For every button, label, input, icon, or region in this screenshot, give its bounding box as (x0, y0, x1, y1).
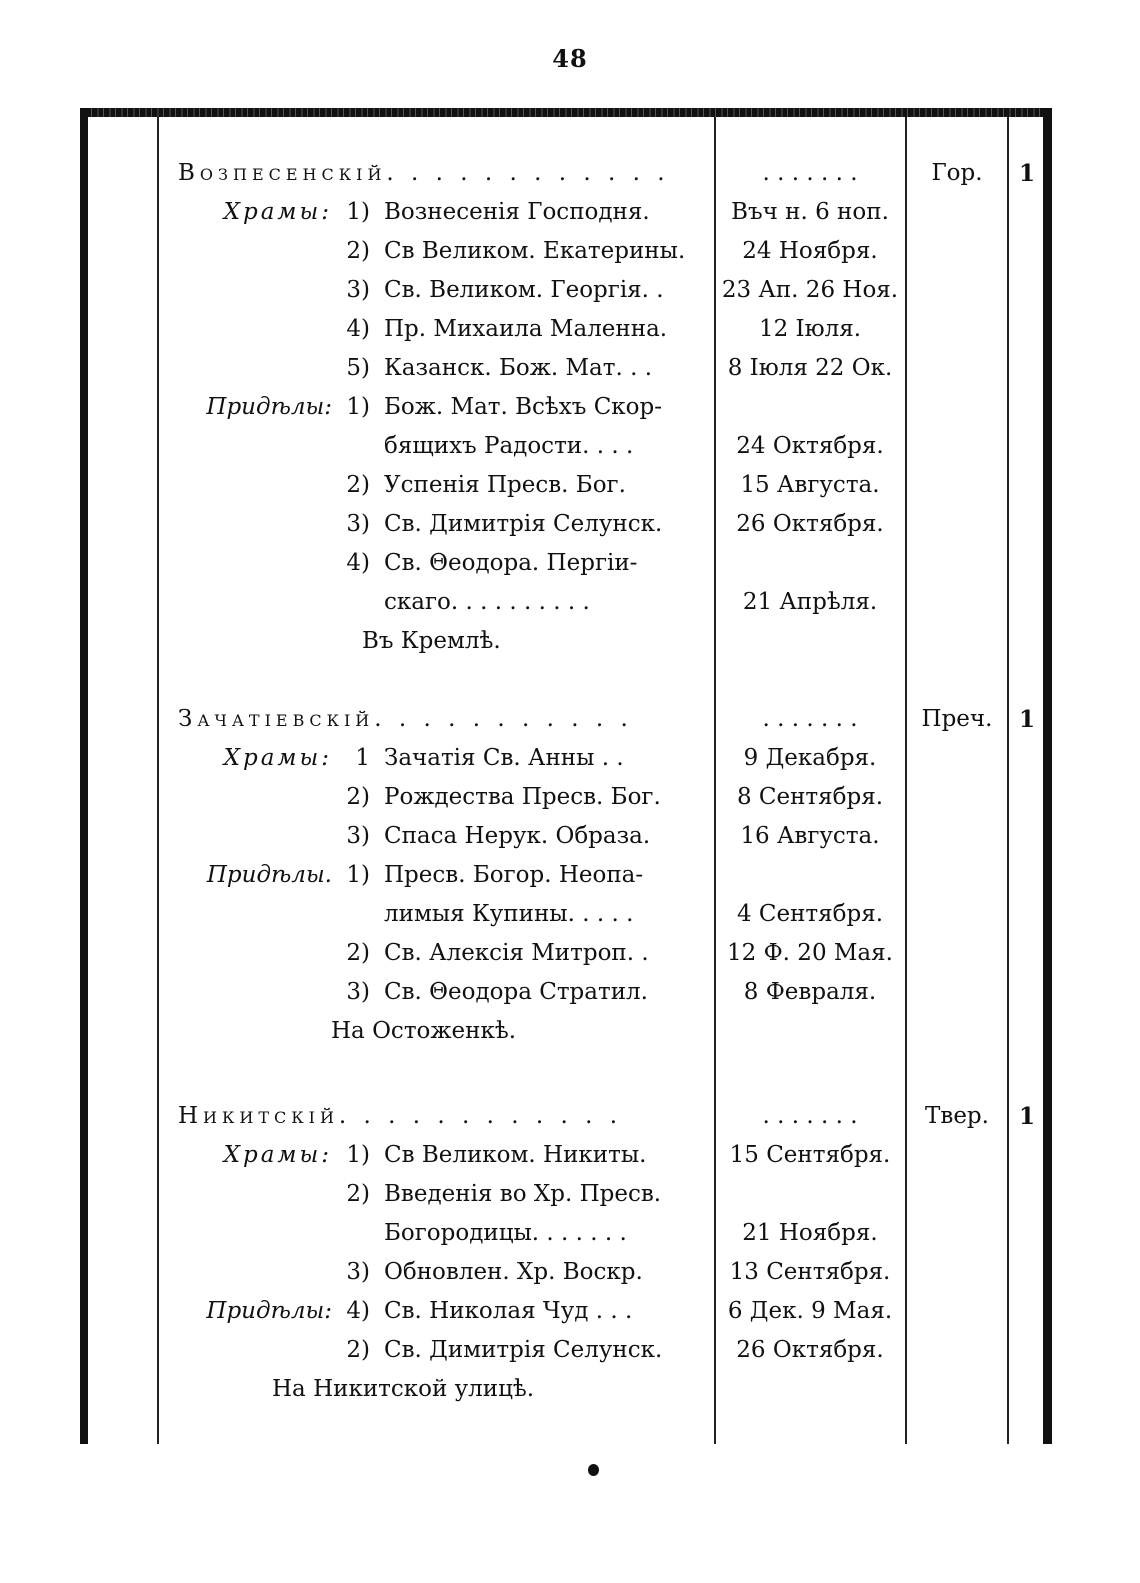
bullet-mark (588, 1464, 599, 1476)
feast-date: 12 Ф. 20 Мая. (727, 940, 893, 966)
location-text: Въ Кремлѣ. (362, 628, 501, 654)
church-name: Успенія Пресв. Бог. (384, 472, 626, 498)
location-row (0, 1012, 1140, 1051)
parish-name: Никитскій. . . . . . . . . . . . (178, 1103, 623, 1129)
table-row (0, 817, 1140, 856)
church-count: 1 (1018, 1103, 1035, 1130)
row-label: Придѣлы: (206, 1298, 332, 1324)
table-row (0, 349, 1140, 388)
row-label: Придѣлы. (206, 862, 332, 888)
feast-date: 24 Ноября. (742, 238, 878, 264)
date-dots: . . . . . . . (762, 1103, 858, 1129)
row-number: 3) (346, 979, 370, 1005)
row-number: 4) (346, 1298, 370, 1324)
parish-header-row (0, 154, 1140, 193)
table-row (0, 1214, 1140, 1253)
parish-section (0, 700, 1140, 1051)
row-number: 3) (346, 823, 370, 849)
table-row (0, 1136, 1140, 1175)
table-row (0, 232, 1140, 271)
church-name: Св. Димитрія Селунск. (384, 511, 663, 537)
feast-date: 21 Апрѣля. (742, 589, 878, 615)
table-row (0, 1331, 1140, 1370)
table-row (0, 1253, 1140, 1292)
church-count: 1 (1018, 706, 1035, 733)
parish-section (0, 1097, 1140, 1409)
feast-date: 15 Сентября. (729, 1142, 891, 1168)
table-row (0, 1292, 1140, 1331)
church-name: Пр. Михаила Маленна. (384, 316, 668, 342)
row-label: Храмы: (223, 745, 332, 771)
church-name: Бож. Мат. Всѣхъ Скор- (384, 394, 663, 420)
church-name: Св. Димитрія Селунск. (384, 1337, 663, 1363)
table-row (0, 544, 1140, 583)
feast-date: 8 Февраля. (743, 979, 877, 1005)
church-name: Рождества Пресв. Бог. (384, 784, 661, 810)
church-name: скаго. . . . . . . . . . (384, 589, 590, 615)
parish-name: Возпесенскій. . . . . . . . . . . . (178, 160, 670, 186)
date-dots: . . . . . . . (762, 706, 858, 732)
feast-date: 4 Сентября. (736, 901, 884, 927)
row-number: 1) (346, 394, 370, 420)
table-row (0, 193, 1140, 232)
table-row (0, 427, 1140, 466)
district: Твер. (925, 1103, 989, 1129)
row-number: 5) (346, 355, 370, 381)
church-name: лимыя Купины. . . . . (384, 901, 634, 927)
location-text: На Никитской улицѣ. (272, 1376, 535, 1402)
table-row (0, 466, 1140, 505)
church-name: Богородицы. . . . . . . (384, 1220, 627, 1246)
parish-header-row (0, 700, 1140, 739)
district: Гор. (931, 160, 983, 186)
church-name: Спаса Нерук. Образа. (384, 823, 651, 849)
row-number: 3) (346, 511, 370, 537)
row-number: 1) (346, 1142, 370, 1168)
table-top-border (80, 108, 1052, 117)
feast-date: 12 Іюля. (758, 316, 862, 342)
table-row (0, 505, 1140, 544)
church-name: Обновлен. Хр. Воскр. (384, 1259, 643, 1285)
feast-date: 26 Октября. (736, 1337, 884, 1363)
table-row (0, 271, 1140, 310)
row-number: 1 (355, 745, 370, 771)
row-number: 2) (346, 1337, 370, 1363)
feast-date: 13 Сентября. (729, 1259, 891, 1285)
table-row (0, 895, 1140, 934)
location-text: На Остоженкѣ. (331, 1018, 517, 1044)
district: Преч. (921, 706, 993, 732)
row-number: 2) (346, 784, 370, 810)
feast-date: 6 Дек. 9 Мая. (727, 1298, 893, 1324)
church-name: Св Великом. Екатерины. (384, 238, 686, 264)
church-count: 1 (1018, 160, 1035, 187)
table-row (0, 583, 1140, 622)
row-number: 4) (346, 550, 370, 576)
row-number: 2) (346, 1181, 370, 1207)
feast-date: Въч н. 6 ноп. (731, 199, 889, 225)
table-row (0, 739, 1140, 778)
row-number: 1) (346, 199, 370, 225)
row-number: 1) (346, 862, 370, 888)
row-number: 4) (346, 316, 370, 342)
date-dots: . . . . . . . (762, 160, 858, 186)
church-name: Пресв. Богор. Неопа- (384, 862, 644, 888)
church-name: Св. Θеодора. Пергіи- (384, 550, 638, 576)
table-row (0, 310, 1140, 349)
table-row (0, 778, 1140, 817)
row-number: 2) (346, 940, 370, 966)
feast-date: 21 Ноября. (742, 1220, 878, 1246)
church-name: Св. Θеодора Стратил. (384, 979, 648, 1005)
page-number: 48 (552, 44, 588, 73)
feast-date: 26 Октября. (736, 511, 884, 537)
parish-name: Зачатіевскій. . . . . . . . . . . (178, 706, 633, 732)
table-row (0, 973, 1140, 1012)
church-name: Св Великом. Никиты. (384, 1142, 647, 1168)
location-row (0, 1370, 1140, 1409)
feast-date: 8 Іюля 22 Ок. (727, 355, 893, 381)
row-number: 2) (346, 472, 370, 498)
church-name: Вознесенія Господня. (384, 199, 650, 225)
church-name: бящихъ Радости. . . . (384, 433, 634, 459)
feast-date: 9 Декабря. (743, 745, 877, 771)
table-row (0, 856, 1140, 895)
church-name: Казанск. Бож. Мат. . . (384, 355, 653, 381)
feast-date: 15 Августа. (740, 472, 880, 498)
table-row (0, 388, 1140, 427)
parish-section (0, 154, 1140, 661)
row-number: 3) (346, 277, 370, 303)
church-name: Зачатія Св. Анны . . (384, 745, 624, 771)
row-label: Храмы: (223, 1142, 332, 1168)
row-label: Храмы: (223, 199, 332, 225)
row-number: 3) (346, 1259, 370, 1285)
location-row (0, 622, 1140, 661)
parish-header-row (0, 1097, 1140, 1136)
table-row (0, 934, 1140, 973)
feast-date: 16 Августа. (740, 823, 880, 849)
feast-date: 24 Октября. (736, 433, 884, 459)
church-name: Св. Николая Чуд . . . (384, 1298, 633, 1324)
feast-date: 23 Ап. 26 Ноя. (721, 277, 899, 303)
table-row (0, 1175, 1140, 1214)
row-label: Придѣлы: (206, 394, 332, 420)
church-name: Св. Алексія Митроп. . (384, 940, 649, 966)
row-number: 2) (346, 238, 370, 264)
feast-date: 8 Сентября. (736, 784, 884, 810)
church-name: Св. Великом. Георгія. . (384, 277, 664, 303)
church-name: Введенія во Хр. Пресв. (384, 1181, 662, 1207)
